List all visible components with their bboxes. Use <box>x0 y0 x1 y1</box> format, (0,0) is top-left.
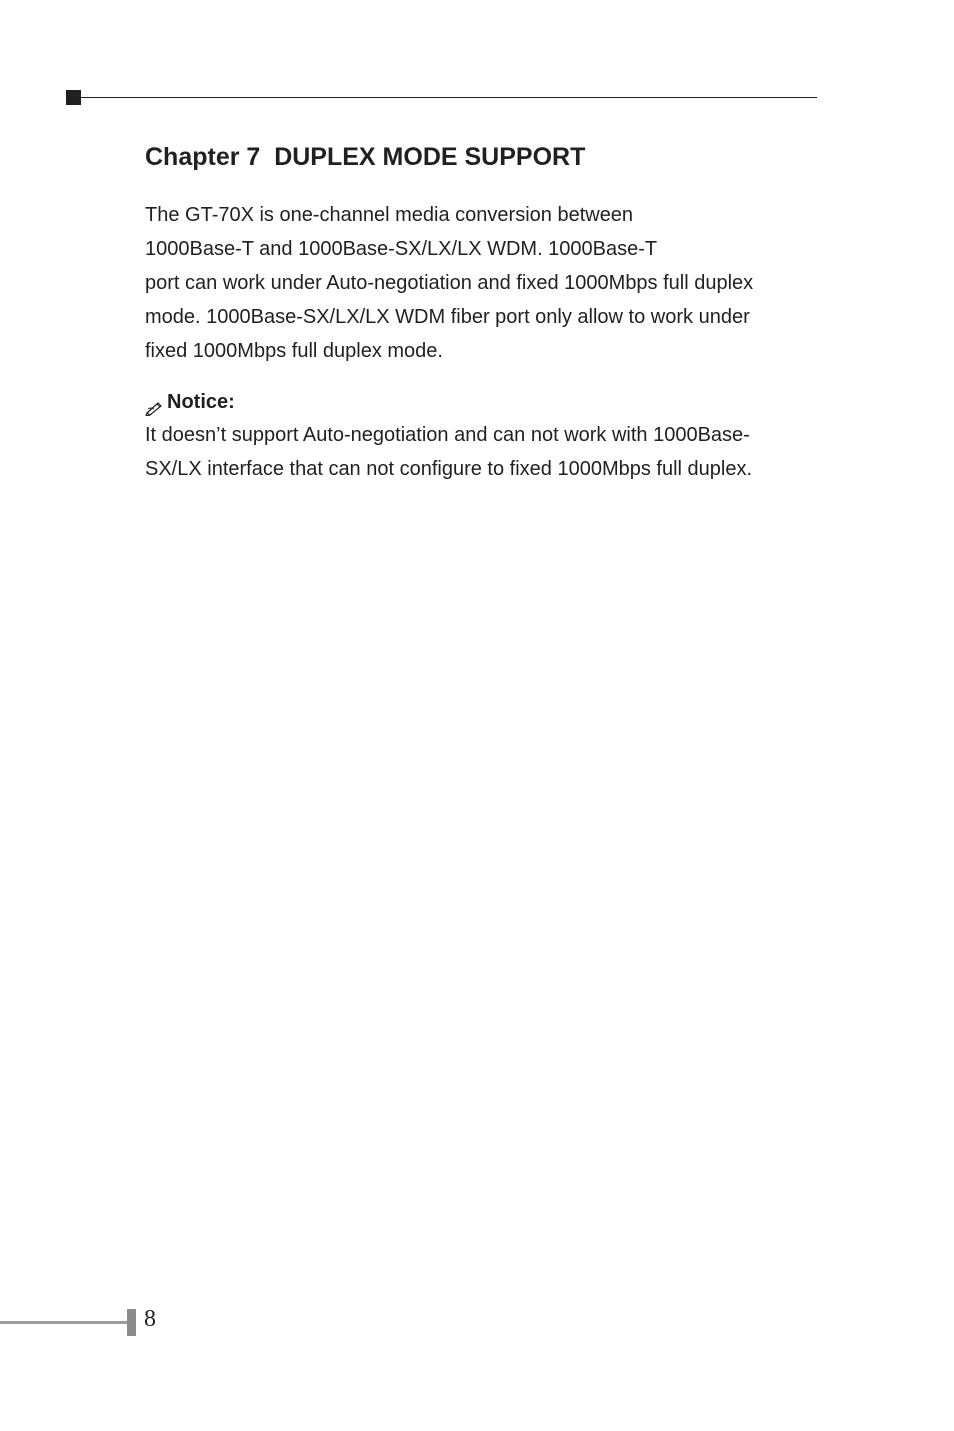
notice-line: SX/LX interface that can not configure to fixed 1000Mbps full duplex. <box>145 458 753 480</box>
body-line: 1000Base-T and 1000Base-SX/LX/LX WDM. 1000Base-T <box>145 238 658 260</box>
page-content <box>145 140 825 486</box>
page-number: 8 <box>144 1306 156 1332</box>
pen-icon <box>145 394 165 410</box>
header-square-mark <box>66 90 81 105</box>
body-line: port can work under Auto-negotiation and fixed 1000Mbps full duplex <box>145 272 754 294</box>
body-line: The GT-70X is one-channel media conversion between <box>145 204 634 226</box>
notice-line: It doesn’t support Auto-negotiation and can not work with 1000Base- <box>145 424 750 446</box>
notice-heading <box>145 386 825 418</box>
body-paragraph <box>145 198 825 368</box>
notice-label: Notice: <box>167 391 235 413</box>
body-line: fixed 1000Mbps full duplex mode. <box>145 340 443 362</box>
body-line: mode. 1000Base-SX/LX/LX WDM fiber port only allow to work under <box>145 306 750 328</box>
footer-bar <box>127 1309 136 1336</box>
chapter-title: Chapter 7 DUPLEX MODE SUPPORT <box>145 143 586 171</box>
notice-text <box>145 418 825 486</box>
header-rule <box>81 97 817 98</box>
footer-rule <box>0 1321 128 1324</box>
